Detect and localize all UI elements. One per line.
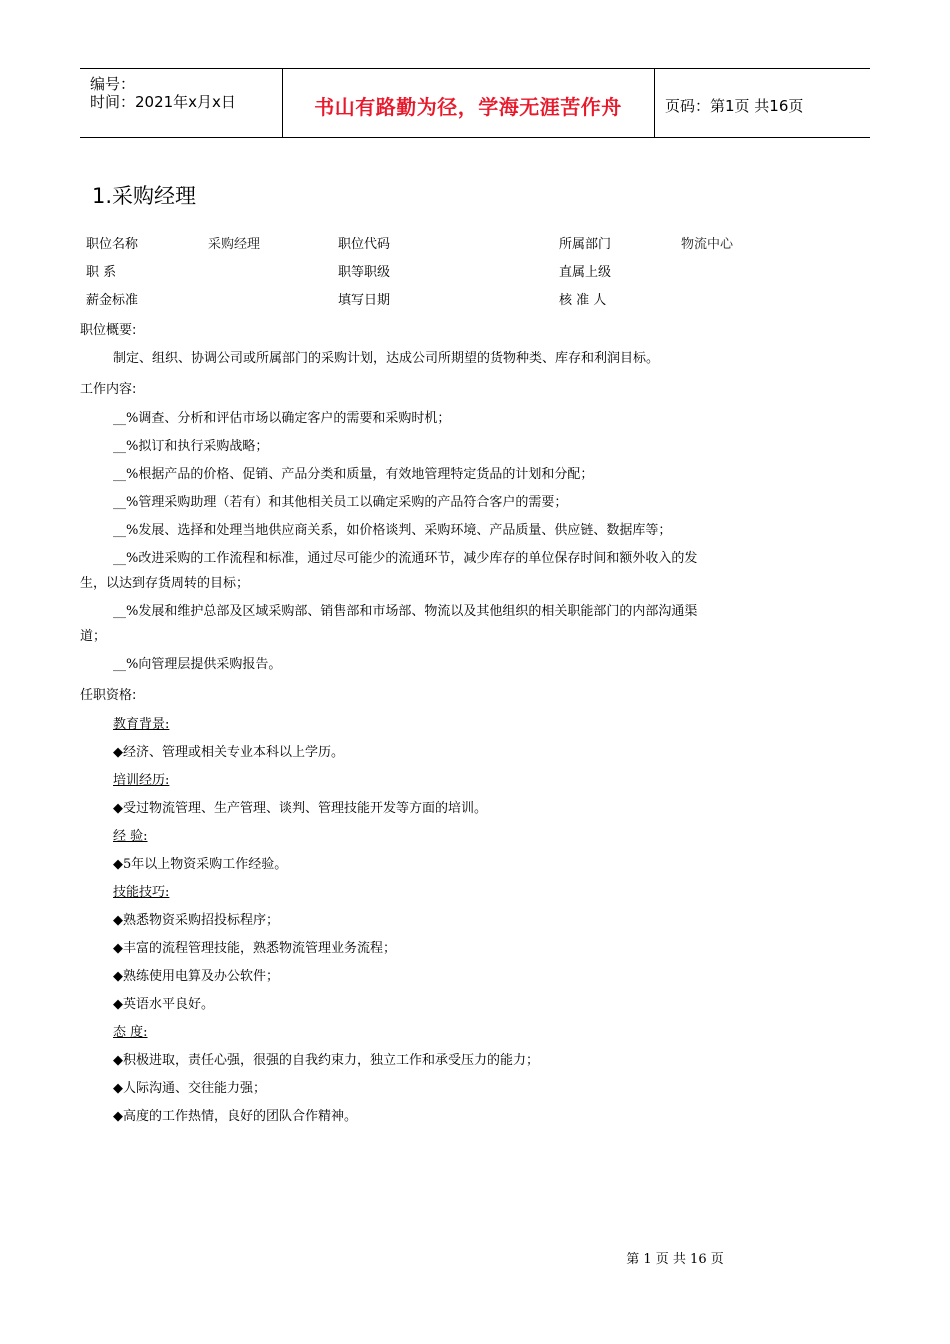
- page-title: 1.采购经理: [92, 184, 197, 208]
- header-motto-cell: [282, 69, 655, 137]
- attitude-item: ◆高度的工作热情，良好的团队合作精神。: [113, 1109, 357, 1124]
- duty-item-continuation: 道；: [80, 629, 107, 644]
- salary-label: 薪金标准: [86, 293, 139, 308]
- motto-text: 书山有路勤为径，学海无涯苦作舟: [314, 95, 622, 119]
- duty-item: __%发展和维护总部及区域采购部、销售部和市场部、物流以及其他组织的相关职能部门的内部沟通渠: [113, 604, 698, 619]
- supervisor-label: 直属上级: [559, 265, 612, 280]
- skill-item: ◆熟悉物资采购招投标程序；: [113, 913, 279, 928]
- duty-item: __%拟订和执行采购战略；: [113, 439, 269, 454]
- duty-item: __%调查、分析和评估市场以确定客户的需要和采购时机；: [113, 411, 451, 426]
- job-code-label: 职位代码: [338, 237, 391, 252]
- department-label: 所属部门: [559, 237, 612, 252]
- duty-item: __%改进采购的工作流程和标准，通过尽可能少的流通环节，减少库存的单位保存时间和额外收入的发: [113, 551, 698, 566]
- job-name-label: 职位名称: [86, 237, 139, 252]
- header-page-info: 页码：第1页 共16页: [665, 97, 804, 115]
- skills-label: 技能技巧:: [113, 885, 170, 900]
- document-number-label: 编号：: [90, 75, 136, 93]
- department-value: 物流中心: [681, 237, 734, 252]
- job-family-label: 职 系: [86, 265, 117, 280]
- training-label: 培训经历:: [113, 773, 170, 788]
- duty-item: __%向管理层提供采购报告。: [113, 657, 282, 672]
- skill-item: ◆英语水平良好。: [113, 997, 214, 1012]
- qualifications-heading: 任职资格:: [80, 688, 137, 703]
- attitude-label: 态 度:: [113, 1025, 148, 1040]
- education-text: ◆经济、管理或相关专业本科以上学历。: [113, 745, 344, 760]
- header-page-cell: [655, 69, 870, 137]
- training-text: ◆受过物流管理、生产管理、谈判、管理技能开发等方面的培训。: [113, 801, 487, 816]
- duty-item: __%根据产品的价格、促销、产品分类和质量，有效地管理特定货品的计划和分配；: [113, 467, 594, 482]
- attitude-item: ◆人际沟通、交往能力强；: [113, 1081, 266, 1096]
- page-header: [80, 68, 870, 138]
- duty-item-continuation: 生，以达到存货周转的目标；: [80, 576, 250, 591]
- education-label: 教育背景:: [113, 717, 170, 732]
- overview-text: 制定、组织、协调公司或所属部门的采购计划，达成公司所期望的货物种类、库存和利润目标。: [113, 351, 660, 366]
- header-left-cell: [80, 69, 283, 137]
- footer-page-number: 第 1 页 共 16 页: [626, 1252, 724, 1267]
- duty-item: __%发展、选择和处理当地供应商关系，如价格谈判、采购环境、产品质量、供应链、数据库等；: [113, 523, 672, 538]
- experience-text: ◆5年以上物资采购工作经验。: [113, 857, 288, 872]
- experience-label: 经 验:: [113, 829, 148, 844]
- skill-item: ◆丰富的流程管理技能，熟悉物流管理业务流程；: [113, 941, 396, 956]
- overview-heading: 职位概要:: [80, 323, 137, 338]
- approver-label: 核 准 人: [559, 293, 607, 308]
- job-name-value: 采购经理: [208, 237, 261, 252]
- fill-date-label: 填写日期: [338, 293, 391, 308]
- page-footer: [0, 1248, 950, 1267]
- skill-item: ◆熟练使用电算及办公软件；: [113, 969, 279, 984]
- document-time-label: 时间：2021年x月x日: [90, 93, 236, 111]
- duties-heading: 工作内容:: [80, 382, 137, 397]
- job-grade-label: 职等职级: [338, 265, 391, 280]
- attitude-item: ◆积极进取，责任心强，很强的自我约束力，独立工作和承受压力的能力；: [113, 1053, 539, 1068]
- duty-item: __%管理采购助理（若有）和其他相关员工以确定采购的产品符合客户的需要；: [113, 495, 568, 510]
